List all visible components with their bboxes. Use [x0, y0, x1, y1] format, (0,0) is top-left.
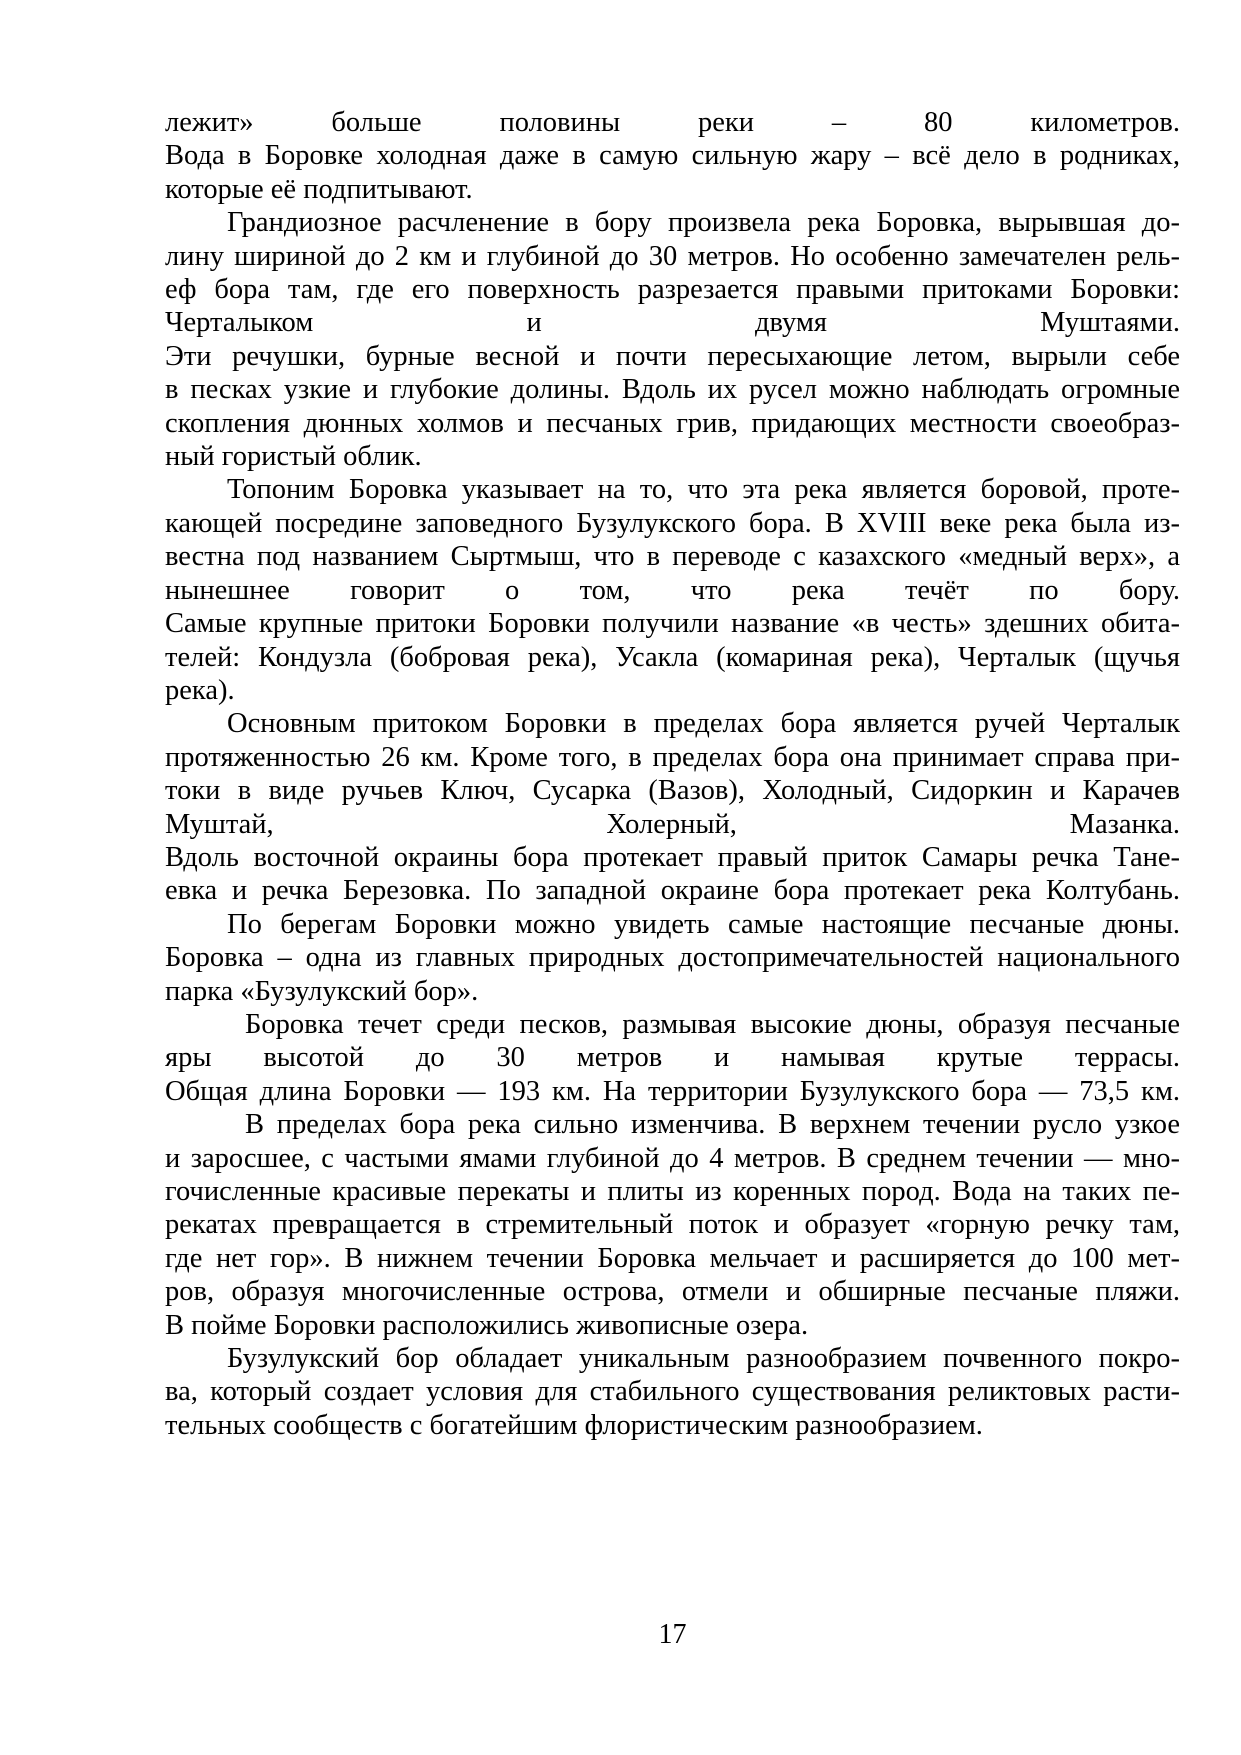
text-line: еф бора там, где его поверхность разрезается правыми притоками Боровки: — [165, 274, 1180, 306]
text-line: вестна под названием Сыртмыш, что в переводе с казахского «медный верх», а — [165, 541, 1180, 573]
text-line: Бузулукский бор обладает уникальным разнообразием почвенного покро- — [227, 1343, 1180, 1375]
text-line: Боровка течет среди песков, размывая высокие дюны, образуя песчаные — [245, 1008, 1180, 1040]
text-line: По берегам Боровки можно увидеть самые настоящие песчаные дюны. — [227, 908, 1180, 940]
text-line: ва, который создает условия для стабильного существования реликтовых расти- — [165, 1376, 1180, 1408]
text-line: гочисленные красивые перекаты и плиты из коренных пород. Вода на таких пе- — [165, 1176, 1180, 1207]
text-line: Основным притоком Боровки в пределах бора является ручей Черталык — [227, 708, 1180, 740]
text-line: Грандиозное расчленение в бору произвела река Боровка, вырывшая до- — [227, 207, 1180, 239]
text-line: рекатах превращается в стремительный поток и образует «горную речку там, — [165, 1209, 1180, 1241]
text-line: протяженностью 26 км. Кроме того, в пределах бора она принимает справа при- — [165, 741, 1180, 773]
text-line: Черталыком и двумя Муштаями. — [165, 307, 1180, 339]
text-line: лежит» больше половины реки – 80 километров. — [165, 107, 1180, 138]
text-line: яры высотой до 30 метров и намывая крутые террасы. — [165, 1042, 1180, 1074]
text-line: где нет гор». В нижнем течении Боровка мельчает и расширяется до 100 мет- — [165, 1242, 1180, 1274]
page-number: 17 — [658, 1619, 687, 1650]
text-line: телей: Кондузла (бобровая река), Усакла (комариная река), Черталык (щучья — [165, 641, 1180, 673]
text-line: Вода в Боровке холодная даже в самую сильную жару – всё дело в родниках, — [165, 140, 1180, 172]
text-line: В пределах бора река сильно изменчива. В верхнем течении русло узкое — [245, 1109, 1180, 1141]
text-line: Боровка – одна из главных природных достопримечательностей национального — [165, 942, 1180, 974]
text-line: в песках узкие и глубокие долины. Вдоль их русел можно наблюдать огромные — [165, 374, 1180, 406]
text-line: В пойме Боровки расположились живописные озера. — [165, 1309, 809, 1341]
text-line: и заросшее, с частыми ямами глубиной до 4 метров. В среднем течении — мно- — [165, 1142, 1180, 1174]
text-line: парка «Бузулукский бор». — [165, 975, 479, 1007]
text-line: лину шириной до 2 км и глубиной до 30 метров. Но особенно замечателен рель- — [165, 240, 1180, 272]
text-line: Самые крупные притоки Боровки получили название «в честь» здешних обита- — [165, 608, 1180, 640]
text-line: которые её подпитывают. — [165, 173, 473, 205]
text-line: Муштай, Холерный, Мазанка. — [165, 808, 1180, 840]
text-line: кающей посредине заповедного Бузулукского бора. В XVIII веке река была из- — [165, 507, 1180, 539]
text-line: скопления дюнных холмов и песчаных грив, придающих местности своеобраз- — [165, 407, 1180, 439]
text-line: токи в виде ручьев Ключ, Сусарка (Вазов), Холодный, Сидоркин и Карачев — [165, 775, 1180, 807]
text-line: река). — [165, 674, 235, 706]
text-line: ров, образуя многочисленные острова, отмели и обширные песчаные пляжи. — [165, 1276, 1180, 1308]
text-line: тельных сообществ с богатейшим флористическим разнообразием. — [165, 1409, 983, 1441]
text-line: евка и речка Березовка. По западной окраине бора протекает река Колтубань. — [165, 875, 1180, 907]
body-text — [165, 106, 1180, 1442]
text-line: Эти речушки, бурные весной и почти пересыхающие летом, вырыли себе — [165, 340, 1180, 372]
text-line: Топоним Боровка указывает на то, что эта река является боровой, проте- — [227, 474, 1180, 506]
text-line: Общая длина Боровки — 193 км. На территории Бузулукского бора — 73,5 км. — [165, 1075, 1180, 1107]
text-line: Вдоль восточной окраины бора протекает правый приток Самары речка Тане- — [165, 841, 1180, 873]
text-line: ный гористый облик. — [165, 441, 422, 473]
text-line: нынешнее говорит о том, что река течёт по бору. — [165, 574, 1180, 606]
